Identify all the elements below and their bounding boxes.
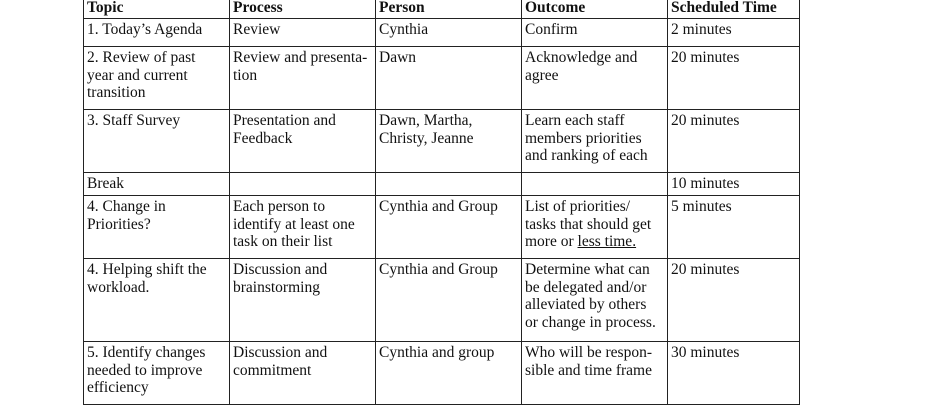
table-row	[84, 342, 800, 405]
cell-line: Priorities?	[87, 215, 151, 233]
cell-process	[230, 342, 376, 405]
cell-topic	[84, 19, 230, 47]
cell-outcome	[522, 196, 668, 259]
table-row	[84, 259, 800, 342]
agenda-table	[83, 0, 800, 405]
cell-line: Determine what can	[525, 261, 650, 278]
cell-person	[376, 196, 522, 259]
cell-person	[376, 19, 522, 47]
cell-process	[230, 19, 376, 47]
cell-line: 4. Change in	[87, 198, 166, 215]
table-row	[84, 196, 800, 259]
cell-line: Christy, Jeanne	[379, 129, 474, 147]
cell-line: task on their list	[233, 233, 333, 250]
cell-topic	[84, 47, 230, 110]
cell-person	[376, 110, 522, 173]
cell-process	[230, 196, 376, 259]
cell-line: Discussion and	[233, 261, 328, 278]
cell-process	[230, 110, 376, 173]
cell-line: Cynthia and Group	[379, 261, 498, 278]
cell-topic	[84, 259, 230, 342]
cell-line: Confirm	[525, 21, 578, 38]
table-row	[84, 47, 800, 110]
cell-time: 20 minutes	[668, 110, 800, 173]
cell-time: 20 minutes	[668, 47, 800, 110]
table-row	[84, 173, 800, 196]
table-row	[84, 110, 800, 173]
cell-line: Discussion and	[233, 344, 328, 361]
cell-line: 2. Review of past	[87, 49, 196, 66]
header-topic: Topic	[84, 0, 230, 19]
cell-line: and ranking of each	[525, 147, 648, 164]
cell-process	[230, 259, 376, 342]
cell-line: 5. Identify changes	[87, 344, 206, 361]
cell-line: members priorities	[525, 129, 642, 147]
header-scheduled-time: Scheduled Time	[668, 0, 800, 19]
cell-line: alleviated by others	[525, 296, 647, 313]
cell-time: 30 minutes	[668, 342, 800, 405]
cell-process	[230, 47, 376, 110]
cell-line: identify at least one	[233, 215, 355, 233]
cell-time: 20 minutes	[668, 259, 800, 342]
cell-topic	[84, 196, 230, 259]
cell-person	[376, 47, 522, 110]
cell-time: 10 minutes	[668, 173, 800, 196]
cell-line: Each person to	[233, 198, 326, 215]
cell-person	[376, 342, 522, 405]
header-person: Person	[376, 0, 522, 19]
cell-line: Feedback	[233, 129, 293, 147]
cell-outcome	[522, 47, 668, 110]
cell-outcome	[522, 173, 668, 196]
cell-topic	[84, 173, 230, 196]
table-row	[84, 19, 800, 47]
cell-outcome	[522, 19, 668, 47]
cell-process	[230, 173, 376, 196]
cell-line: or change in process.	[525, 313, 656, 331]
cell-line: tasks that should get	[525, 215, 652, 233]
cell-line: transition	[87, 84, 146, 101]
cell-topic	[84, 342, 230, 405]
cell-line: Cynthia and group	[379, 344, 495, 361]
cell-line: workload.	[87, 278, 150, 296]
cell-line: more or less time.	[525, 233, 637, 250]
cell-time: 2 minutes	[668, 19, 800, 47]
cell-outcome	[522, 110, 668, 173]
cell-line: Dawn, Martha,	[379, 112, 473, 129]
cell-line: Presentation and	[233, 112, 336, 129]
cell-outcome	[522, 342, 668, 405]
cell-line: Learn each staff	[525, 112, 625, 129]
cell-line: Review and presenta-	[233, 49, 368, 66]
cell-line: year and current	[87, 66, 188, 84]
header-process: Process	[230, 0, 376, 19]
cell-line: 1. Today’s Agenda	[87, 21, 203, 38]
header-row	[84, 0, 800, 19]
agenda-body	[84, 19, 800, 405]
cell-line: Acknowledge and	[525, 49, 638, 66]
cell-line: efficiency	[87, 379, 149, 396]
cell-line: needed to improve	[87, 361, 203, 379]
cell-line: Break	[87, 175, 125, 192]
cell-line: sible and time frame	[525, 361, 652, 379]
cell-line: be delegated and/or	[525, 278, 647, 296]
cell-line: Cynthia	[379, 21, 429, 38]
cell-topic	[84, 110, 230, 173]
cell-line: 3. Staff Survey	[87, 112, 181, 129]
cell-line: Dawn	[379, 49, 417, 66]
cell-line: Cynthia and Group	[379, 198, 498, 215]
cell-line: brainstorming	[233, 278, 320, 296]
cell-time: 5 minutes	[668, 196, 800, 259]
cell-line: Review	[233, 21, 281, 38]
header-outcome: Outcome	[522, 0, 668, 19]
cell-person	[376, 173, 522, 196]
cell-line: 4. Helping shift the	[87, 261, 207, 278]
underlined-text: less time.	[577, 233, 637, 250]
cell-line: Who will be respon-	[525, 344, 652, 361]
cell-line: List of priorities/	[525, 198, 631, 215]
cell-person	[376, 259, 522, 342]
cell-line: tion	[233, 66, 258, 84]
cell-line: commitment	[233, 361, 312, 379]
cell-line: agree	[525, 66, 559, 84]
cell-outcome	[522, 259, 668, 342]
